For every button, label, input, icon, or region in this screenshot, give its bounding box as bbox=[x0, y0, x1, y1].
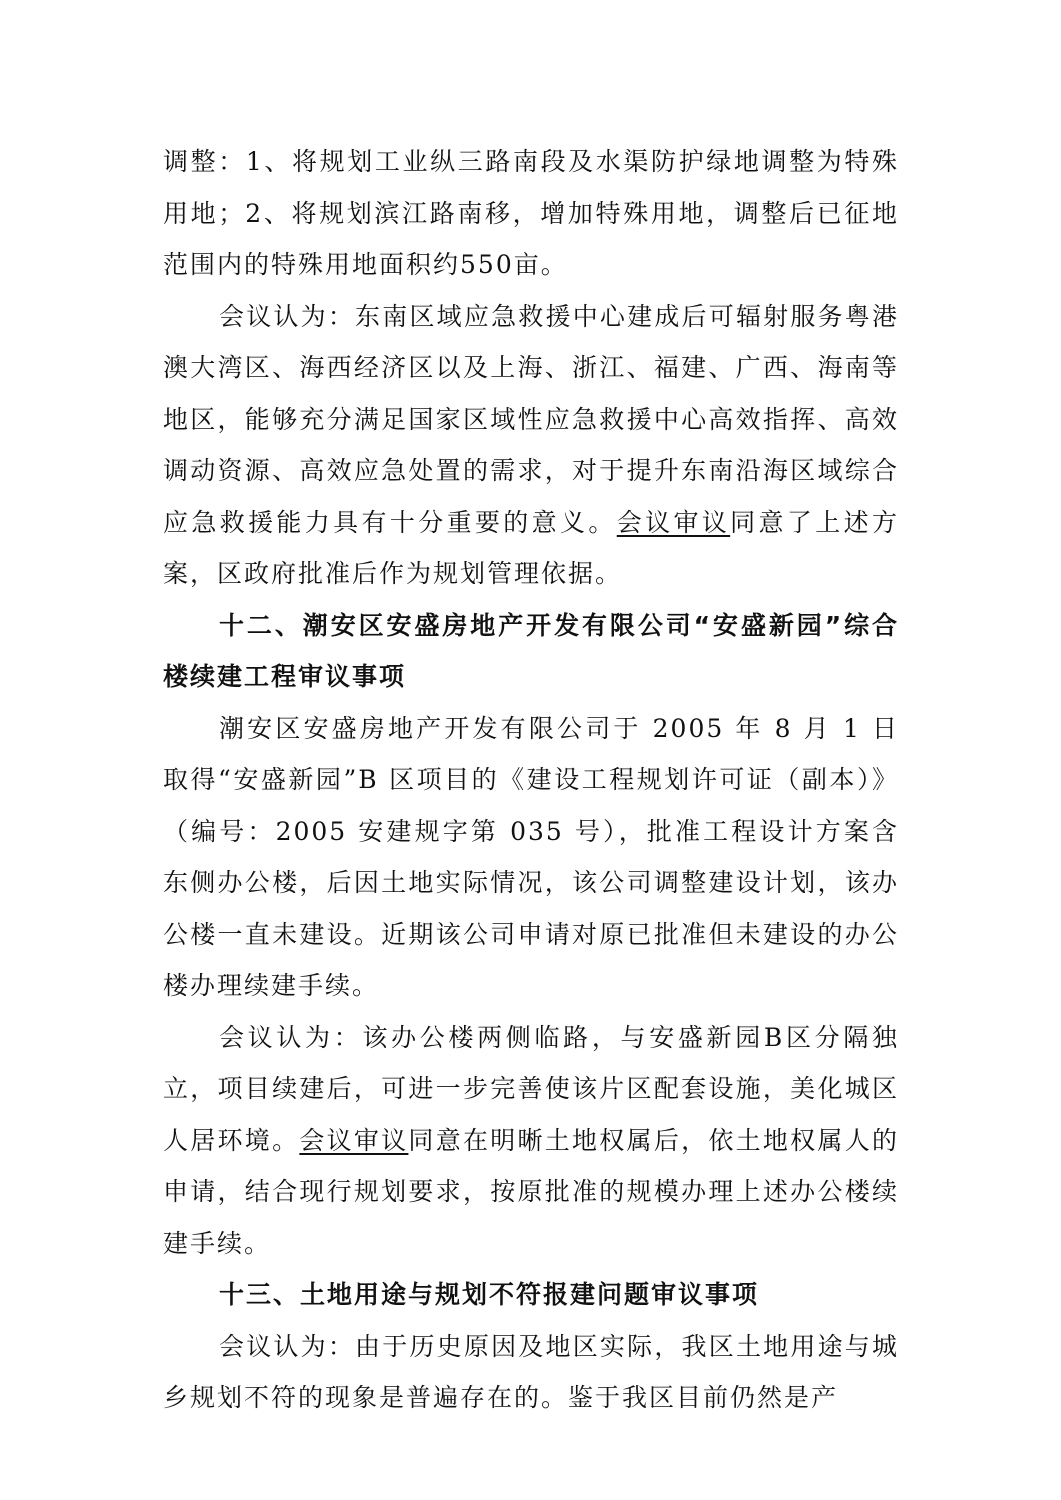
paragraph-text: 会议认为：该办公楼两侧临路，与安盛新园B区分隔独立，项目续建后，可进一步完善使该片区配套设施，美化城区人居环境。 bbox=[163, 1022, 899, 1155]
paragraph-meeting-opinion-emergency bbox=[163, 291, 899, 600]
paragraph-text: 潮安区安盛房地产开发有限公司于 2005 年 8 月 1 日取得“安盛新园”B 区项目的《建设工程规划许可证（副本）》（编号：2005 安建规字第 035 号），批准工程设计方案含东侧办公楼，后因土地实际情况，该公司调整建设计划，该办公楼一直未建设。近期该公司申请对原已批准但未建设的办公楼办理续建手续。 bbox=[163, 713, 899, 1000]
section-heading-12-text: 十二、潮安区安盛房地产开发有限公司“安盛新园”综合楼续建工程审议事项 bbox=[163, 610, 899, 691]
paragraph-adjustment-text: 调整：1、将规划工业纵三路南段及水渠防护绿地调整为特殊用地；2、将规划滨江路南移，增加特殊用地，调整后已征地范围内的特殊用地面积约550亩。 bbox=[163, 147, 899, 279]
paragraph-meeting-opinion-land-use bbox=[163, 1321, 899, 1424]
paragraph-adjustment bbox=[163, 136, 899, 291]
underlined-meeting-review: 会议审议 bbox=[616, 507, 731, 537]
paragraph-ansheng-background bbox=[163, 703, 899, 1012]
paragraph-meeting-opinion-office bbox=[163, 1012, 899, 1270]
paragraph-text: 同意在明晰土地权属后，依土地权属人的申请，结合现行规划要求，按原批准的规模办理上述办公楼续建手续。 bbox=[163, 1125, 899, 1258]
document-body bbox=[163, 136, 899, 1424]
paragraph-text: 会议认为：东南区域应急救援中心建成后可辐射服务粤港澳大湾区、海西经济区以及上海、浙江、福建、广西、海南等地区，能够充分满足国家区域性应急救援中心高效指挥、高效调动资源、高效应急处置的需求，对于提升东南沿海区域综合应急救援能力具有十分重要的意义。 bbox=[163, 301, 899, 537]
paragraph-text: 同意了上述方案，区政府批准后作为规划管理依据。 bbox=[163, 507, 899, 588]
section-heading-12 bbox=[163, 600, 899, 703]
paragraph-text: 会议认为：由于历史原因及地区实际，我区土地用途与城乡规划不符的现象是普遍存在的。鉴于我区目前仍然是产 bbox=[163, 1331, 899, 1412]
section-heading-13-text: 十三、土地用途与规划不符报建问题审议事项 bbox=[219, 1280, 760, 1309]
underlined-meeting-review: 会议审议 bbox=[299, 1125, 409, 1155]
section-heading-13 bbox=[163, 1269, 899, 1321]
